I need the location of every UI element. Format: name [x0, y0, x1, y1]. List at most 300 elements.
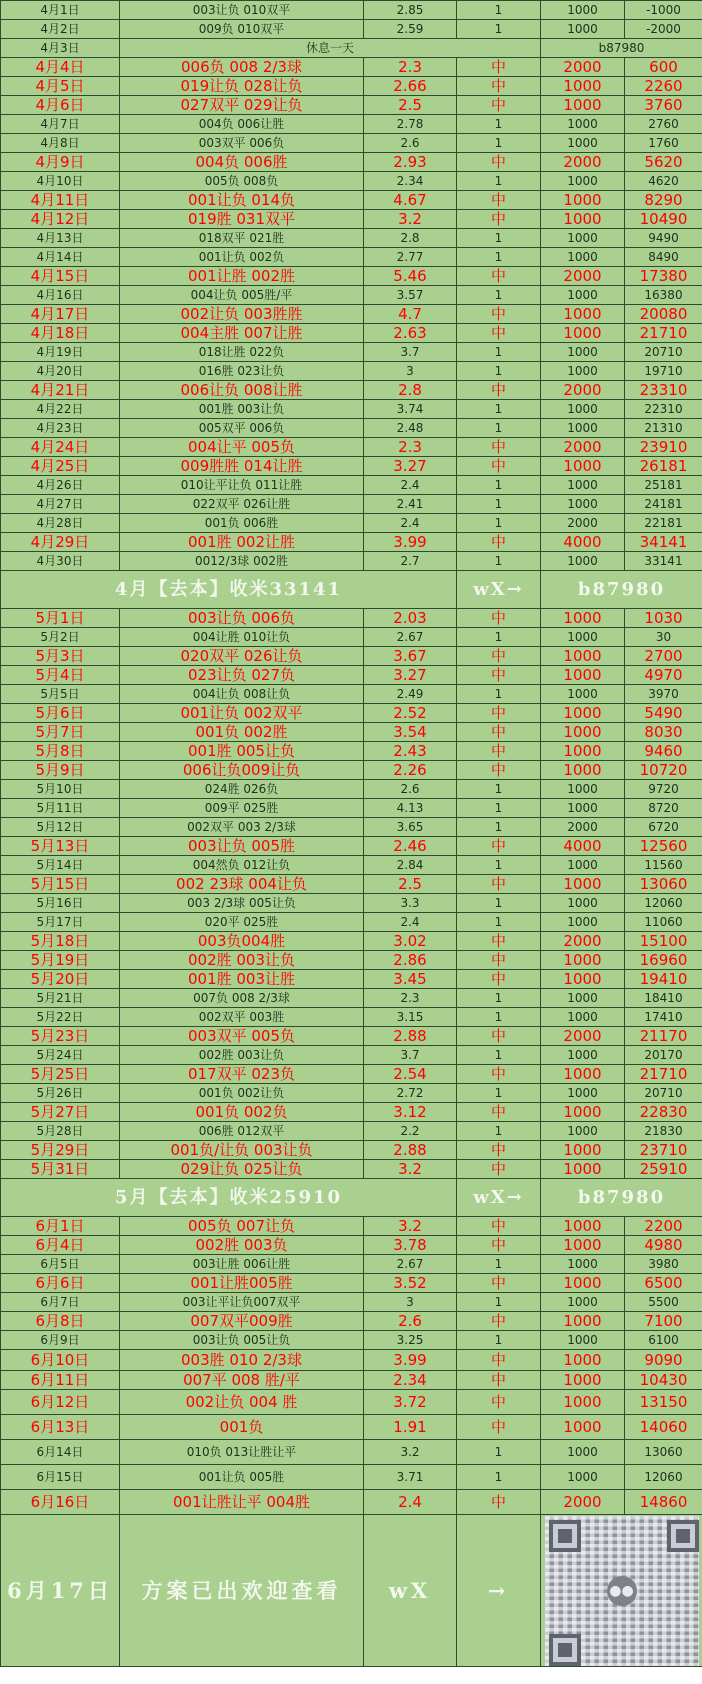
odds-cell: 2.67 [364, 628, 457, 647]
stake-cell: 1000 [541, 1084, 625, 1103]
stake-cell: 1000 [541, 875, 625, 894]
odds-cell: 4.67 [364, 191, 457, 210]
table-row [1, 1141, 702, 1160]
odds-cell: 3.99 [364, 533, 457, 552]
balance-cell: 22830 [625, 1103, 702, 1122]
balance-cell: 33141 [625, 552, 702, 571]
stake-cell: 2000 [541, 58, 625, 77]
odds-cell: 5.46 [364, 267, 457, 286]
result-cell: 中 [457, 1141, 541, 1160]
table-row [1, 1027, 702, 1046]
result-cell: 中 [457, 875, 541, 894]
match-cell: 003双平 005负 [120, 1027, 364, 1046]
result-cell: 中 [457, 1160, 541, 1179]
odds-cell: 3.27 [364, 457, 457, 476]
odds-cell: 2.3 [364, 58, 457, 77]
table-row [1, 1255, 702, 1274]
table-row [1, 343, 702, 362]
balance-cell: 4980 [625, 1236, 702, 1255]
balance-cell: 24181 [625, 495, 702, 514]
odds-cell: 3.7 [364, 1046, 457, 1065]
balance-cell: 25910 [625, 1160, 702, 1179]
table-row [1, 1084, 702, 1103]
date-cell: 4月25日 [1, 457, 120, 476]
result-cell: 1 [457, 134, 541, 153]
balance-cell: 21830 [625, 1122, 702, 1141]
table-row [1, 77, 702, 96]
result-cell: 中 [457, 96, 541, 115]
stake-cell: 1000 [541, 1255, 625, 1274]
balance-cell: 600 [625, 58, 702, 77]
date-cell: 5月27日 [1, 1103, 120, 1122]
balance-cell: 2200 [625, 1217, 702, 1236]
match-cell: 001让负 002负 [120, 248, 364, 267]
match-cell: 002胜 003让负 [120, 951, 364, 970]
result-cell: 中 [457, 951, 541, 970]
date-cell: 5月3日 [1, 647, 120, 666]
stake-cell: 1000 [541, 172, 625, 191]
stake-cell: 2000 [541, 818, 625, 837]
stake-cell: 1000 [541, 666, 625, 685]
odds-cell: 2.46 [364, 837, 457, 856]
table-row [1, 267, 702, 286]
table-row [1, 533, 702, 552]
result-cell: 1 [457, 685, 541, 704]
table-row [1, 96, 702, 115]
date-cell: 5月4日 [1, 666, 120, 685]
stake-cell: 1000 [541, 77, 625, 96]
stake-cell: 1000 [541, 609, 625, 628]
match-cell: 007负 008 2/3球 [120, 989, 364, 1008]
table-row [1, 1122, 702, 1141]
stake-cell: 1000 [541, 210, 625, 229]
odds-cell: 3.57 [364, 286, 457, 305]
date-cell: 4月11日 [1, 191, 120, 210]
result-cell: 中 [457, 1390, 541, 1415]
stake-cell: 1000 [541, 1415, 625, 1440]
summary-cell: 4月【去本】收米33141 [1, 571, 457, 609]
result-cell: 中 [457, 1312, 541, 1331]
balance-cell: 19710 [625, 362, 702, 381]
result-cell: 1 [457, 1046, 541, 1065]
stake-cell: 1000 [541, 1046, 625, 1065]
wx-id-cell: b87980 [541, 39, 702, 58]
result-cell: 中 [457, 723, 541, 742]
odds-cell: 2.34 [364, 1371, 457, 1390]
stake-cell: 1000 [541, 704, 625, 723]
match-cell: 024胜 026负 [120, 780, 364, 799]
result-cell: 中 [457, 1371, 541, 1390]
stake-cell: 1000 [541, 970, 625, 989]
table-row [1, 1, 702, 20]
result-cell: 1 [457, 514, 541, 533]
wx-label-cell: wX→ [457, 571, 541, 609]
balance-cell: 5500 [625, 1293, 702, 1312]
balance-cell: 9460 [625, 742, 702, 761]
match-cell: 018双平 021胜 [120, 229, 364, 248]
match-cell: 004主胜 007让胜 [120, 324, 364, 343]
stake-cell: 4000 [541, 837, 625, 856]
result-cell: 1 [457, 780, 541, 799]
table-row [1, 1390, 702, 1415]
table-row [1, 1312, 702, 1331]
match-cell: 002双平 003 2/3球 [120, 818, 364, 837]
stake-cell: 1000 [541, 191, 625, 210]
result-cell: 中 [457, 1103, 541, 1122]
result-cell: 1 [457, 229, 541, 248]
stake-cell: 1000 [541, 951, 625, 970]
stake-cell: 1000 [541, 20, 625, 39]
result-cell: 中 [457, 666, 541, 685]
balance-cell: 19410 [625, 970, 702, 989]
balance-cell: 23710 [625, 1141, 702, 1160]
match-cell: 001胜 003让胜 [120, 970, 364, 989]
balance-cell: 4620 [625, 172, 702, 191]
table-row [1, 913, 702, 932]
balance-cell: 21710 [625, 1065, 702, 1084]
date-cell: 4月16日 [1, 286, 120, 305]
date-cell: 5月1日 [1, 609, 120, 628]
match-cell: 001负 002负 [120, 1103, 364, 1122]
balance-cell: 6500 [625, 1274, 702, 1293]
qr-finder-mark [549, 1634, 581, 1666]
balance-cell: -2000 [625, 20, 702, 39]
balance-cell: 23910 [625, 438, 702, 457]
result-cell: 1 [457, 1255, 541, 1274]
stake-cell: 1000 [541, 96, 625, 115]
stake-cell: 1000 [541, 1141, 625, 1160]
match-cell: 003让负 005胜 [120, 837, 364, 856]
match-cell: 017双平 023负 [120, 1065, 364, 1084]
stake-cell: 1000 [541, 894, 625, 913]
date-cell: 4月8日 [1, 134, 120, 153]
match-cell: 022双平 026让胜 [120, 495, 364, 514]
match-cell: 016胜 023让负 [120, 362, 364, 381]
balance-cell: 10490 [625, 210, 702, 229]
odds-cell: 3.65 [364, 818, 457, 837]
stake-cell: 1000 [541, 1065, 625, 1084]
match-cell: 002让负 004 胜 [120, 1390, 364, 1415]
wx-id-cell: b87980 [541, 571, 702, 609]
date-cell: 5月8日 [1, 742, 120, 761]
result-cell: 1 [457, 419, 541, 438]
table-row [1, 362, 702, 381]
result-cell: 1 [457, 1293, 541, 1312]
odds-cell: 3.78 [364, 1236, 457, 1255]
match-cell: 002胜 003让负 [120, 1046, 364, 1065]
balance-cell: 13060 [625, 875, 702, 894]
odds-cell: 2.6 [364, 1312, 457, 1331]
stake-cell: 1000 [541, 495, 625, 514]
qr-code-image[interactable] [545, 1516, 699, 1666]
stake-cell: 1000 [541, 476, 625, 495]
balance-cell: 21170 [625, 1027, 702, 1046]
balance-cell: 25181 [625, 476, 702, 495]
result-cell: 中 [457, 970, 541, 989]
table-row [1, 609, 702, 628]
odds-cell: 2.41 [364, 495, 457, 514]
stake-cell: 1000 [541, 799, 625, 818]
table-row [1, 457, 702, 476]
stake-cell: 1000 [541, 1465, 625, 1490]
date-cell: 5月13日 [1, 837, 120, 856]
stake-cell: 1000 [541, 1008, 625, 1027]
match-cell: 007双平009胜 [120, 1312, 364, 1331]
match-cell: 001让胜 002胜 [120, 267, 364, 286]
balance-cell: 21310 [625, 419, 702, 438]
table-row [1, 58, 702, 77]
date-cell: 6月9日 [1, 1331, 120, 1350]
odds-cell: 2.88 [364, 1027, 457, 1046]
date-cell: 4月18日 [1, 324, 120, 343]
qr-finder-mark [549, 1520, 581, 1552]
table-row [1, 248, 702, 267]
date-cell: 5月22日 [1, 1008, 120, 1027]
table-row [1, 685, 702, 704]
table-row [1, 1465, 702, 1490]
stake-cell: 1000 [541, 723, 625, 742]
match-cell: 002 23球 004让负 [120, 875, 364, 894]
table-row [1, 514, 702, 533]
table-row [1, 400, 702, 419]
date-cell: 5月21日 [1, 989, 120, 1008]
balance-cell: 14860 [625, 1490, 702, 1515]
balance-cell: 1030 [625, 609, 702, 628]
balance-cell: 14060 [625, 1415, 702, 1440]
result-cell: 中 [457, 438, 541, 457]
date-cell: 6月13日 [1, 1415, 120, 1440]
odds-cell: 2.93 [364, 153, 457, 172]
balance-cell: 2700 [625, 647, 702, 666]
match-cell: 003让负 005让负 [120, 1331, 364, 1350]
odds-cell: 2.3 [364, 989, 457, 1008]
table-row [1, 666, 702, 685]
stake-cell: 1000 [541, 1371, 625, 1390]
odds-cell: 2.43 [364, 742, 457, 761]
balance-cell: 9490 [625, 229, 702, 248]
match-cell: 004让负 008让负 [120, 685, 364, 704]
odds-cell: 3 [364, 362, 457, 381]
balance-cell: 8720 [625, 799, 702, 818]
result-cell: 中 [457, 210, 541, 229]
odds-cell: 4.13 [364, 799, 457, 818]
match-cell: 009负 010双平 [120, 20, 364, 39]
balance-cell: 12060 [625, 1465, 702, 1490]
match-cell: 018让胜 022负 [120, 343, 364, 362]
odds-cell: 2.86 [364, 951, 457, 970]
table-row [1, 495, 702, 514]
odds-cell: 2.67 [364, 1255, 457, 1274]
balance-cell: 13150 [625, 1390, 702, 1415]
balance-cell: -1000 [625, 1, 702, 20]
odds-cell: 3.25 [364, 1331, 457, 1350]
result-cell: 中 [457, 704, 541, 723]
table-row [1, 875, 702, 894]
table-row [1, 1046, 702, 1065]
table-row [1, 1274, 702, 1293]
result-cell: 中 [457, 609, 541, 628]
table-row [1, 1160, 702, 1179]
stake-cell: 1000 [541, 1293, 625, 1312]
table-row [1, 742, 702, 761]
stake-cell: 1000 [541, 780, 625, 799]
balance-cell: 10430 [625, 1371, 702, 1390]
date-cell: 4月29日 [1, 533, 120, 552]
stake-cell: 2000 [541, 438, 625, 457]
stake-cell: 1000 [541, 647, 625, 666]
stake-cell: 1000 [541, 229, 625, 248]
result-cell: 1 [457, 894, 541, 913]
stake-cell: 4000 [541, 533, 625, 552]
result-cell: 1 [457, 248, 541, 267]
odds-cell: 3.72 [364, 1390, 457, 1415]
stake-cell: 2000 [541, 1027, 625, 1046]
date-cell: 6月6日 [1, 1274, 120, 1293]
odds-cell: 3.67 [364, 647, 457, 666]
result-cell: 1 [457, 628, 541, 647]
odds-cell: 1.91 [364, 1415, 457, 1440]
date-cell: 5月20日 [1, 970, 120, 989]
stake-cell: 1000 [541, 1331, 625, 1350]
date-cell: 6月7日 [1, 1293, 120, 1312]
result-cell: 中 [457, 761, 541, 780]
balance-cell: 30 [625, 628, 702, 647]
balance-cell: 12060 [625, 894, 702, 913]
stake-cell: 1000 [541, 1440, 625, 1465]
stake-cell: 1000 [541, 989, 625, 1008]
balance-cell: 23310 [625, 381, 702, 400]
promo-message-cell: 方案已出欢迎查看 [120, 1515, 364, 1667]
match-cell: 002胜 003负 [120, 1236, 364, 1255]
result-cell: 1 [457, 115, 541, 134]
match-cell: 001胜 005让负 [120, 742, 364, 761]
stake-cell: 1000 [541, 1122, 625, 1141]
odds-cell: 2.4 [364, 514, 457, 533]
result-cell: 1 [457, 400, 541, 419]
stake-cell: 2000 [541, 153, 625, 172]
match-cell: 006让负009让负 [120, 761, 364, 780]
stake-cell: 2000 [541, 267, 625, 286]
date-cell: 4月23日 [1, 419, 120, 438]
result-cell: 1 [457, 989, 541, 1008]
promo-arrow-cell: → [457, 1515, 541, 1667]
stake-cell: 1000 [541, 1236, 625, 1255]
table-row [1, 1008, 702, 1027]
table-row [1, 324, 702, 343]
match-cell: 004让负 005胜/平 [120, 286, 364, 305]
balance-cell: 3980 [625, 1255, 702, 1274]
table-row [1, 837, 702, 856]
date-cell: 5月18日 [1, 932, 120, 951]
date-cell: 5月7日 [1, 723, 120, 742]
match-cell: 003让负 010双平 [120, 1, 364, 20]
date-cell: 6月8日 [1, 1312, 120, 1331]
match-cell: 004负 006胜 [120, 153, 364, 172]
match-cell: 003让胜 006让胜 [120, 1255, 364, 1274]
stake-cell: 1000 [541, 628, 625, 647]
balance-cell: 20170 [625, 1046, 702, 1065]
promo-date-cell: 6月17日 [1, 1515, 120, 1667]
stake-cell: 1000 [541, 552, 625, 571]
balance-cell: 9090 [625, 1350, 702, 1371]
match-cell: 019让负 028让负 [120, 77, 364, 96]
match-cell: 004让平 005负 [120, 438, 364, 457]
result-cell: 中 [457, 1274, 541, 1293]
odds-cell: 2.88 [364, 1141, 457, 1160]
match-cell: 004负 006让胜 [120, 115, 364, 134]
balance-cell: 13060 [625, 1440, 702, 1465]
date-cell: 5月23日 [1, 1027, 120, 1046]
balance-cell: 1760 [625, 134, 702, 153]
match-cell: 003负004胜 [120, 932, 364, 951]
odds-cell: 2.03 [364, 609, 457, 628]
result-cell: 1 [457, 172, 541, 191]
odds-cell: 2.5 [364, 875, 457, 894]
stake-cell: 2000 [541, 932, 625, 951]
table-row [1, 818, 702, 837]
table-row [1, 153, 702, 172]
table-row [1, 419, 702, 438]
summary-cell: 5月【去本】收米25910 [1, 1179, 457, 1217]
date-cell: 5月19日 [1, 951, 120, 970]
table-row [1, 723, 702, 742]
month-summary-row [1, 1179, 702, 1217]
match-cell: 023让负 027负 [120, 666, 364, 685]
match-cell: 001胜 002让胜 [120, 533, 364, 552]
balance-cell: 3760 [625, 96, 702, 115]
odds-cell: 2.3 [364, 438, 457, 457]
result-cell: 1 [457, 818, 541, 837]
result-cell: 1 [457, 1440, 541, 1465]
result-cell: 中 [457, 77, 541, 96]
date-cell: 6月12日 [1, 1390, 120, 1415]
rest-note-cell: 休息一天 [120, 39, 541, 58]
date-cell: 4月21日 [1, 381, 120, 400]
result-cell: 1 [457, 20, 541, 39]
date-cell: 4月17日 [1, 305, 120, 324]
result-cell: 中 [457, 381, 541, 400]
date-cell: 5月16日 [1, 894, 120, 913]
table-row [1, 1065, 702, 1084]
match-cell: 029让负 025让负 [120, 1160, 364, 1179]
date-cell: 4月15日 [1, 267, 120, 286]
odds-cell: 3.54 [364, 723, 457, 742]
stake-cell: 1000 [541, 1350, 625, 1371]
match-cell: 003胜 010 2/3球 [120, 1350, 364, 1371]
date-cell: 4月4日 [1, 58, 120, 77]
match-cell: 005双平 006负 [120, 419, 364, 438]
balance-cell: 16960 [625, 951, 702, 970]
odds-cell: 2.6 [364, 134, 457, 153]
odds-cell: 2.5 [364, 96, 457, 115]
match-cell: 0012/3球 002胜 [120, 552, 364, 571]
promo-wx-cell: wX [364, 1515, 457, 1667]
date-cell: 4月27日 [1, 495, 120, 514]
table-row [1, 1415, 702, 1440]
result-cell: 1 [457, 799, 541, 818]
stake-cell: 1000 [541, 1390, 625, 1415]
result-cell: 中 [457, 647, 541, 666]
match-cell: 001让负 005胜 [120, 1465, 364, 1490]
qr-finder-mark [667, 1520, 699, 1552]
date-cell: 6月11日 [1, 1371, 120, 1390]
stake-cell: 1000 [541, 362, 625, 381]
odds-cell: 2.6 [364, 780, 457, 799]
balance-cell: 16380 [625, 286, 702, 305]
match-cell: 027双平 029让负 [120, 96, 364, 115]
date-cell: 6月16日 [1, 1490, 120, 1515]
balance-cell: 6720 [625, 818, 702, 837]
